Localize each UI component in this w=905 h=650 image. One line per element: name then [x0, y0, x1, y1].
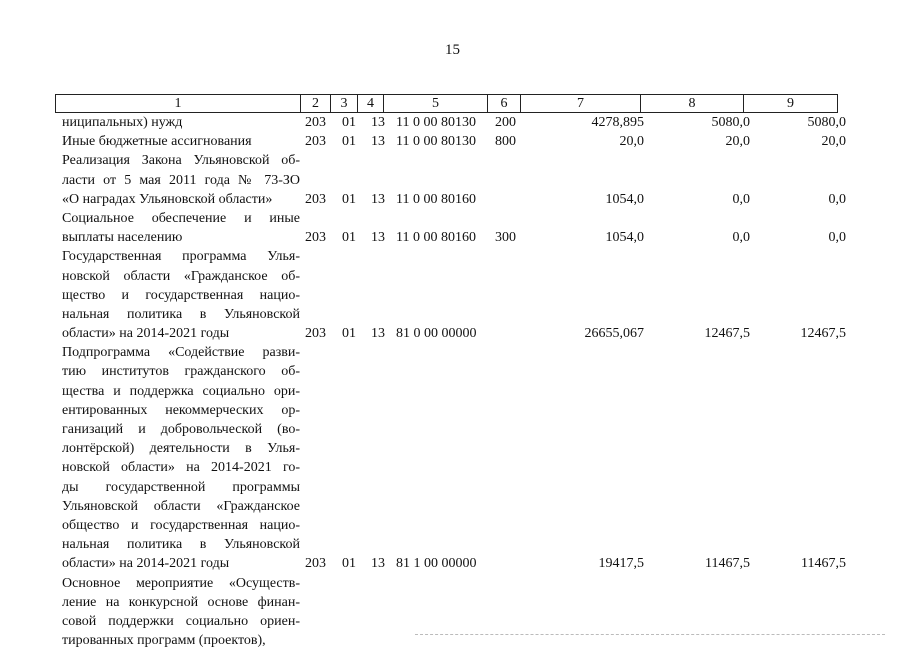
amount-col-9: 11467,5: [801, 554, 846, 573]
description-line: «О наградах Ульяновской области»: [62, 190, 300, 209]
admin-code: 203: [305, 228, 326, 247]
header-col-6: 6: [488, 95, 521, 112]
amount-col-7: 1054,0: [606, 228, 645, 247]
description-line: общество и государственная нацио-: [62, 516, 300, 535]
description-line: ление на конкурсной основе финан-: [62, 593, 300, 612]
amount-col-9: 0,0: [829, 228, 847, 247]
row-description: [62, 574, 300, 650]
row-description: [62, 343, 300, 573]
amount-col-8: 5080,0: [712, 113, 751, 132]
description-line: Государственная программа Улья-: [62, 247, 300, 266]
description-line: щества и поддержка социально ори-: [62, 382, 300, 401]
amount-col-8: 11467,5: [705, 554, 750, 573]
description-line: выплаты населению: [62, 228, 300, 247]
header-col-7: 7: [521, 95, 641, 112]
description-line: Основное мероприятие «Осуществ-: [62, 574, 300, 593]
subsection-code: 13: [371, 554, 385, 573]
description-line: тированных программ (проектов),: [62, 631, 300, 650]
table-row: [55, 209, 845, 247]
description-line: новской области» на 2014-2021 го-: [62, 458, 300, 477]
header-col-1: 1: [56, 95, 301, 112]
section-code: 01: [342, 190, 356, 209]
description-line: ганизаций и добровольческой (во-: [62, 420, 300, 439]
table-row: [55, 247, 845, 343]
subsection-code: 13: [371, 132, 385, 151]
subsection-code: 13: [371, 190, 385, 209]
admin-code: 203: [305, 190, 326, 209]
description-line: ласти от 5 мая 2011 года № 73-ЗО: [62, 171, 300, 190]
section-code: 01: [342, 132, 356, 151]
section-code: 01: [342, 554, 356, 573]
table-row: [55, 343, 845, 573]
target-article-code: 11 0 00 80160: [396, 190, 476, 209]
amount-col-9: 0,0: [829, 190, 847, 209]
description-line: ды государственной программы: [62, 478, 300, 497]
subsection-code: 13: [371, 324, 385, 343]
header-col-2: 2: [301, 95, 331, 112]
table-row: [55, 113, 845, 132]
amount-col-7: 1054,0: [606, 190, 645, 209]
amount-col-8: 0,0: [733, 190, 751, 209]
section-code: 01: [342, 228, 356, 247]
amount-col-7: 4278,895: [592, 113, 645, 132]
table-row: [55, 574, 845, 650]
amount-col-9: 20,0: [822, 132, 847, 151]
budget-table-body: [55, 113, 845, 650]
target-article-code: 11 0 00 80130: [396, 132, 476, 151]
description-line: тию институтов гражданского об-: [62, 362, 300, 381]
description-line: лонтёрской) деятельности в Улья-: [62, 439, 300, 458]
admin-code: 203: [305, 113, 326, 132]
header-col-3: 3: [331, 95, 358, 112]
header-col-5: 5: [384, 95, 488, 112]
page-number: 15: [0, 42, 905, 59]
description-line: Реализация Закона Ульяновской об-: [62, 151, 300, 170]
target-article-code: 81 1 00 00000: [396, 554, 477, 573]
admin-code: 203: [305, 132, 326, 151]
expense-type-code: 200: [495, 113, 516, 132]
amount-col-8: 20,0: [726, 132, 751, 151]
description-line: щество и государственная нацио-: [62, 286, 300, 305]
description-line: Подпрограмма «Содействие разви-: [62, 343, 300, 362]
target-article-code: 11 0 00 80130: [396, 113, 476, 132]
page-edge-line: [415, 634, 885, 636]
table-header: [55, 94, 838, 113]
amount-col-9: 12467,5: [801, 324, 847, 343]
target-article-code: 11 0 00 80160: [396, 228, 476, 247]
amount-col-7: 26655,067: [585, 324, 645, 343]
expense-type-code: 300: [495, 228, 516, 247]
expense-type-code: 800: [495, 132, 516, 151]
description-line: ентированных некоммерческих ор-: [62, 401, 300, 420]
admin-code: 203: [305, 554, 326, 573]
target-article-code: 81 0 00 00000: [396, 324, 477, 343]
header-col-9: 9: [744, 95, 837, 112]
amount-col-7: 20,0: [620, 132, 645, 151]
section-code: 01: [342, 324, 356, 343]
description-line: новской области «Гражданское об-: [62, 267, 300, 286]
description-line: области» на 2014-2021 годы: [62, 554, 300, 573]
description-line: ниципальных) нужд: [62, 113, 300, 132]
subsection-code: 13: [371, 113, 385, 132]
amount-col-8: 12467,5: [705, 324, 751, 343]
description-line: области» на 2014-2021 годы: [62, 324, 300, 343]
description-line: Иные бюджетные ассигнования: [62, 132, 300, 151]
table-row: [55, 151, 845, 209]
section-code: 01: [342, 113, 356, 132]
amount-col-9: 5080,0: [808, 113, 847, 132]
admin-code: 203: [305, 324, 326, 343]
subsection-code: 13: [371, 228, 385, 247]
description-line: нальная политика в Ульяновской: [62, 305, 300, 324]
description-line: нальная политика в Ульяновской: [62, 535, 300, 554]
amount-col-7: 19417,5: [599, 554, 645, 573]
header-col-4: 4: [358, 95, 384, 112]
amount-col-8: 0,0: [733, 228, 751, 247]
description-line: совой поддержки социально ориен-: [62, 612, 300, 631]
description-line: Социальное обеспечение и иные: [62, 209, 300, 228]
table-row: [55, 132, 845, 151]
description-line: Ульяновской области «Гражданское: [62, 497, 300, 516]
header-col-8: 8: [641, 95, 744, 112]
